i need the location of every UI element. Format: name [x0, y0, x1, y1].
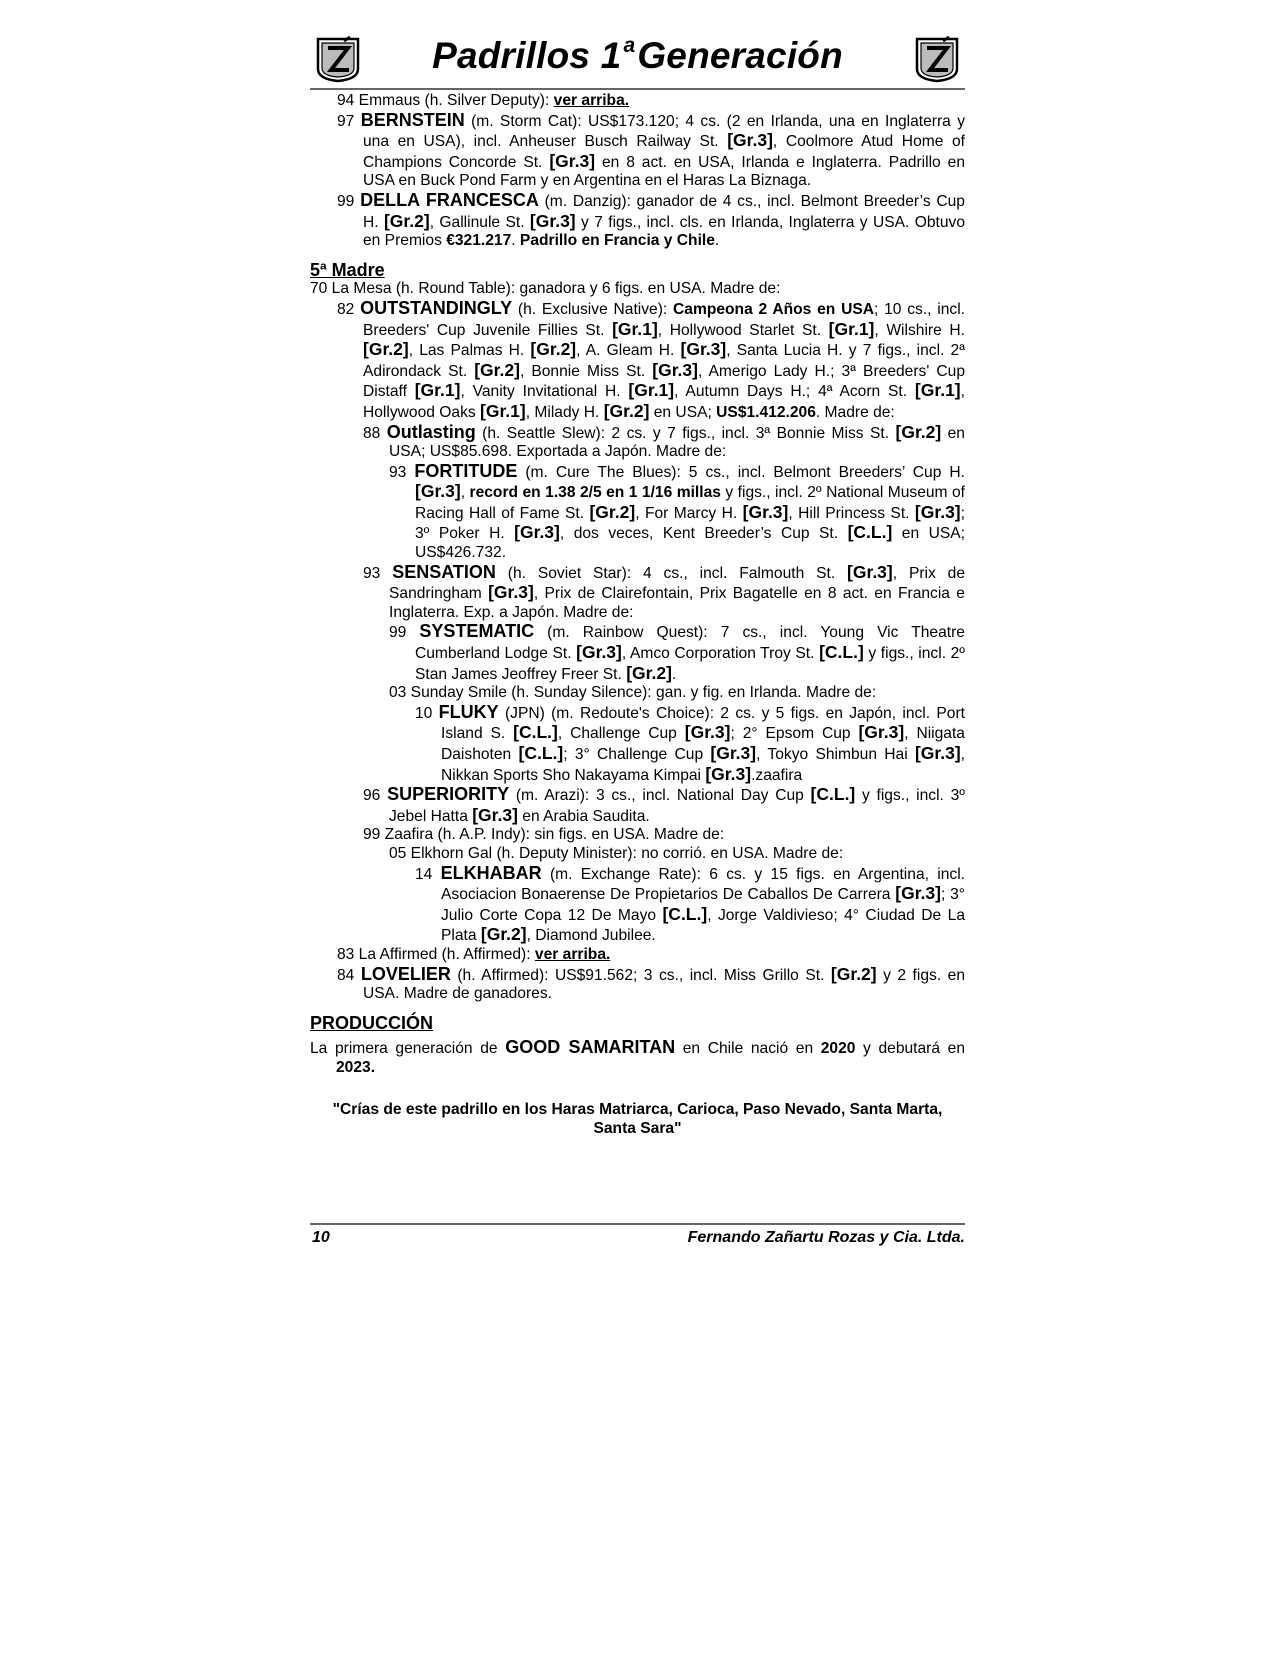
logo-icon: [913, 33, 961, 83]
entry-outlasting: 88 Outlasting (h. Seattle Slew): 2 cs. y 7 figs., incl. 3ª Bonnie Miss St. [Gr.2] en USA; US$85.698. Exportada a Japón. Madre de:: [363, 421, 965, 461]
entry-fluky: 10 FLUKY (JPN) (m. Redoute's Choice): 2 cs. y 5 figs. en Japón, incl. Port Island S. [C.L.], Challenge Cup [Gr.3]; 2° Epsom Cup [Gr.3], Niigata Daishoten [C.L.]; 3° Challenge Cup [Gr.3], Tokyo Shimbun Hai [Gr.3], Nikkan Sports Sho Nakayama Kimpai [Gr.3].zaafira: [415, 701, 965, 784]
entry-elkhabar: 14 ELKHABAR (m. Exchange Rate): 6 cs. y 15 figs. en Argentina, incl. Asociacion Bonaerense De Propietarios De Caballos De Carrera [Gr.3]; 3° Julio Corte Copa 12 De Mayo [C.L.], Jorge Valdivieso; 4° Ciudad De La Plata [Gr.2], Diamond Jubilee.: [415, 862, 966, 945]
entry-la-affirmed: 83 La Affirmed (h. Affirmed): ver arriba.: [337, 945, 611, 963]
entry-superiority: 96 SUPERIORITY (m. Arazi): 3 cs., incl. National Day Cup [C.L.] y figs., incl. 3º Jebel Hatta [Gr.3] en Arabia Saudita.: [363, 784, 965, 825]
entry-fortitude: 93 FORTITUDE (m. Cure The Blues): 5 cs., incl. Belmont Breeders’ Cup H. [Gr.3], record en 1.38 2/5 en 1 1/16 millas y figs., incl. 2º National Museum of Racing Hall of Fame St. [Gr.2], For Marcy H. [Gr.3], Hill Princess St. [Gr.3]; 3º Poker H. [Gr.3], dos veces, Kent Breeder’s Cup St. [C.L.] en USA; US$426.732.: [389, 460, 966, 562]
entry-outstandingly: 82 OUTSTANDINGLY (h. Exclusive Native): Campeona 2 Años en USA; 10 cs., incl. Breeders' Cup Juvenile Fillies St. [Gr.1], Hollywood Starlet St. [Gr.1], Wilshire H. [Gr.2], Las Palmas H. [Gr.2], A. Gleam H. [Gr.3], Santa Lucia H. y 7 figs., incl. 2ª Adirondack St. [Gr.2], Bonnie Miss St. [Gr.3], Amerigo Lady H.; 3ª Breeders' Cup Distaff [Gr.1], Vanity Invitational H. [Gr.1], Autumn Days H.; 4ª Acorn St. [Gr.1], Hollywood Oaks [Gr.1], Milady H. [Gr.2] en USA; US$1.412.206. Madre de:: [337, 297, 965, 421]
entry-sunday-smile: 03 Sunday Smile (h. Sunday Silence): gan. y fig. en Irlanda. Madre de:: [389, 684, 877, 702]
page-header: [310, 30, 965, 90]
company-name: Fernando Zañartu Rozas y Cia. Ltda.: [687, 1229, 965, 1246]
production-paragraph: La primera generación de GOOD SAMARITAN en Chile nació en 2020 y debutará en 2023.: [310, 1037, 965, 1076]
pedigree-text: [310, 92, 965, 1138]
entry-elkhorn-gal: 05 Elkhorn Gal (h. Deputy Minister): no corrió. en USA. Madre de:: [389, 844, 844, 862]
entry-sensation: 93 SENSATION (h. Soviet Star): 4 cs., incl. Falmouth St. [Gr.3], Prix de Sandringham [Gr.3], Prix de Clairefontain, Prix Bagatelle en 8 act. en Francia e Inglaterra. Exp. a Japón. Madre de:: [363, 561, 965, 621]
entry-emmaus: 94 Emmaus (h. Silver Deputy): ver arriba.: [337, 92, 630, 109]
entry-della-francesca: 99 DELLA FRANCESCA (m. Danzig): ganador de 4 cs., incl. Belmont Breeder’s Cup H. [Gr.2], Gallinule St. [Gr.3] y 7 figs., incl. cls. en Irlanda, Inglaterra y USA. Obtuvo en Premios €321.217. Padrillo en Francia y Chile.: [337, 189, 966, 250]
section-heading-produccion: PRODUCCIÓN: [310, 1012, 434, 1033]
section-heading-5a-madre: 5ª Madre: [310, 259, 385, 280]
entry-zaafira: 99 Zaafira (h. A.P. Indy): sin figs. en USA. Madre de:: [363, 826, 725, 844]
entry-lovelier: 84 LOVELIER (h. Affirmed): US$91.562; 3 cs., incl. Miss Grillo St. [Gr.2] y 2 figs. en USA. Madre de ganadores.: [337, 963, 965, 1003]
breeders-quote: "Crías de este padrillo en los Haras Matriarca, Carioca, Paso Nevado, Santa Marta, Santa Sara": [332, 1100, 943, 1137]
page: [310, 30, 965, 1138]
page-number: 10: [312, 1229, 330, 1246]
entry-bernstein: 97 BERNSTEIN (m. Storm Cat): US$173.120; 4 cs. (2 en Irlanda, una en Inglaterra y una en USA), incl. Anheuser Busch Railway St. [Gr.3], Coolmore Atud Home of Champions Concorde St. [Gr.3] en 8 act. en USA, Irlanda e Inglaterra. Padrillo en USA en Buck Pond Farm y en Argentina en el Haras La Biznaga.: [337, 109, 966, 190]
page-footer: [310, 1223, 965, 1247]
entry-systematic: 99 SYSTEMATIC (m. Rainbow Quest): 7 cs., incl. Young Vic Theatre Cumberland Lodge St. [Gr.3], Amco Corporation Troy St. [C.L.] y figs., incl. 2º Stan James Jeoffrey Freer St. [Gr.2].: [389, 621, 965, 683]
entry-la-mesa: 70 La Mesa (h. Round Table): ganadora y 6 figs. en USA. Madre de:: [310, 280, 781, 298]
page-title: Padrillos 1$^a$Generación: [432, 34, 843, 76]
